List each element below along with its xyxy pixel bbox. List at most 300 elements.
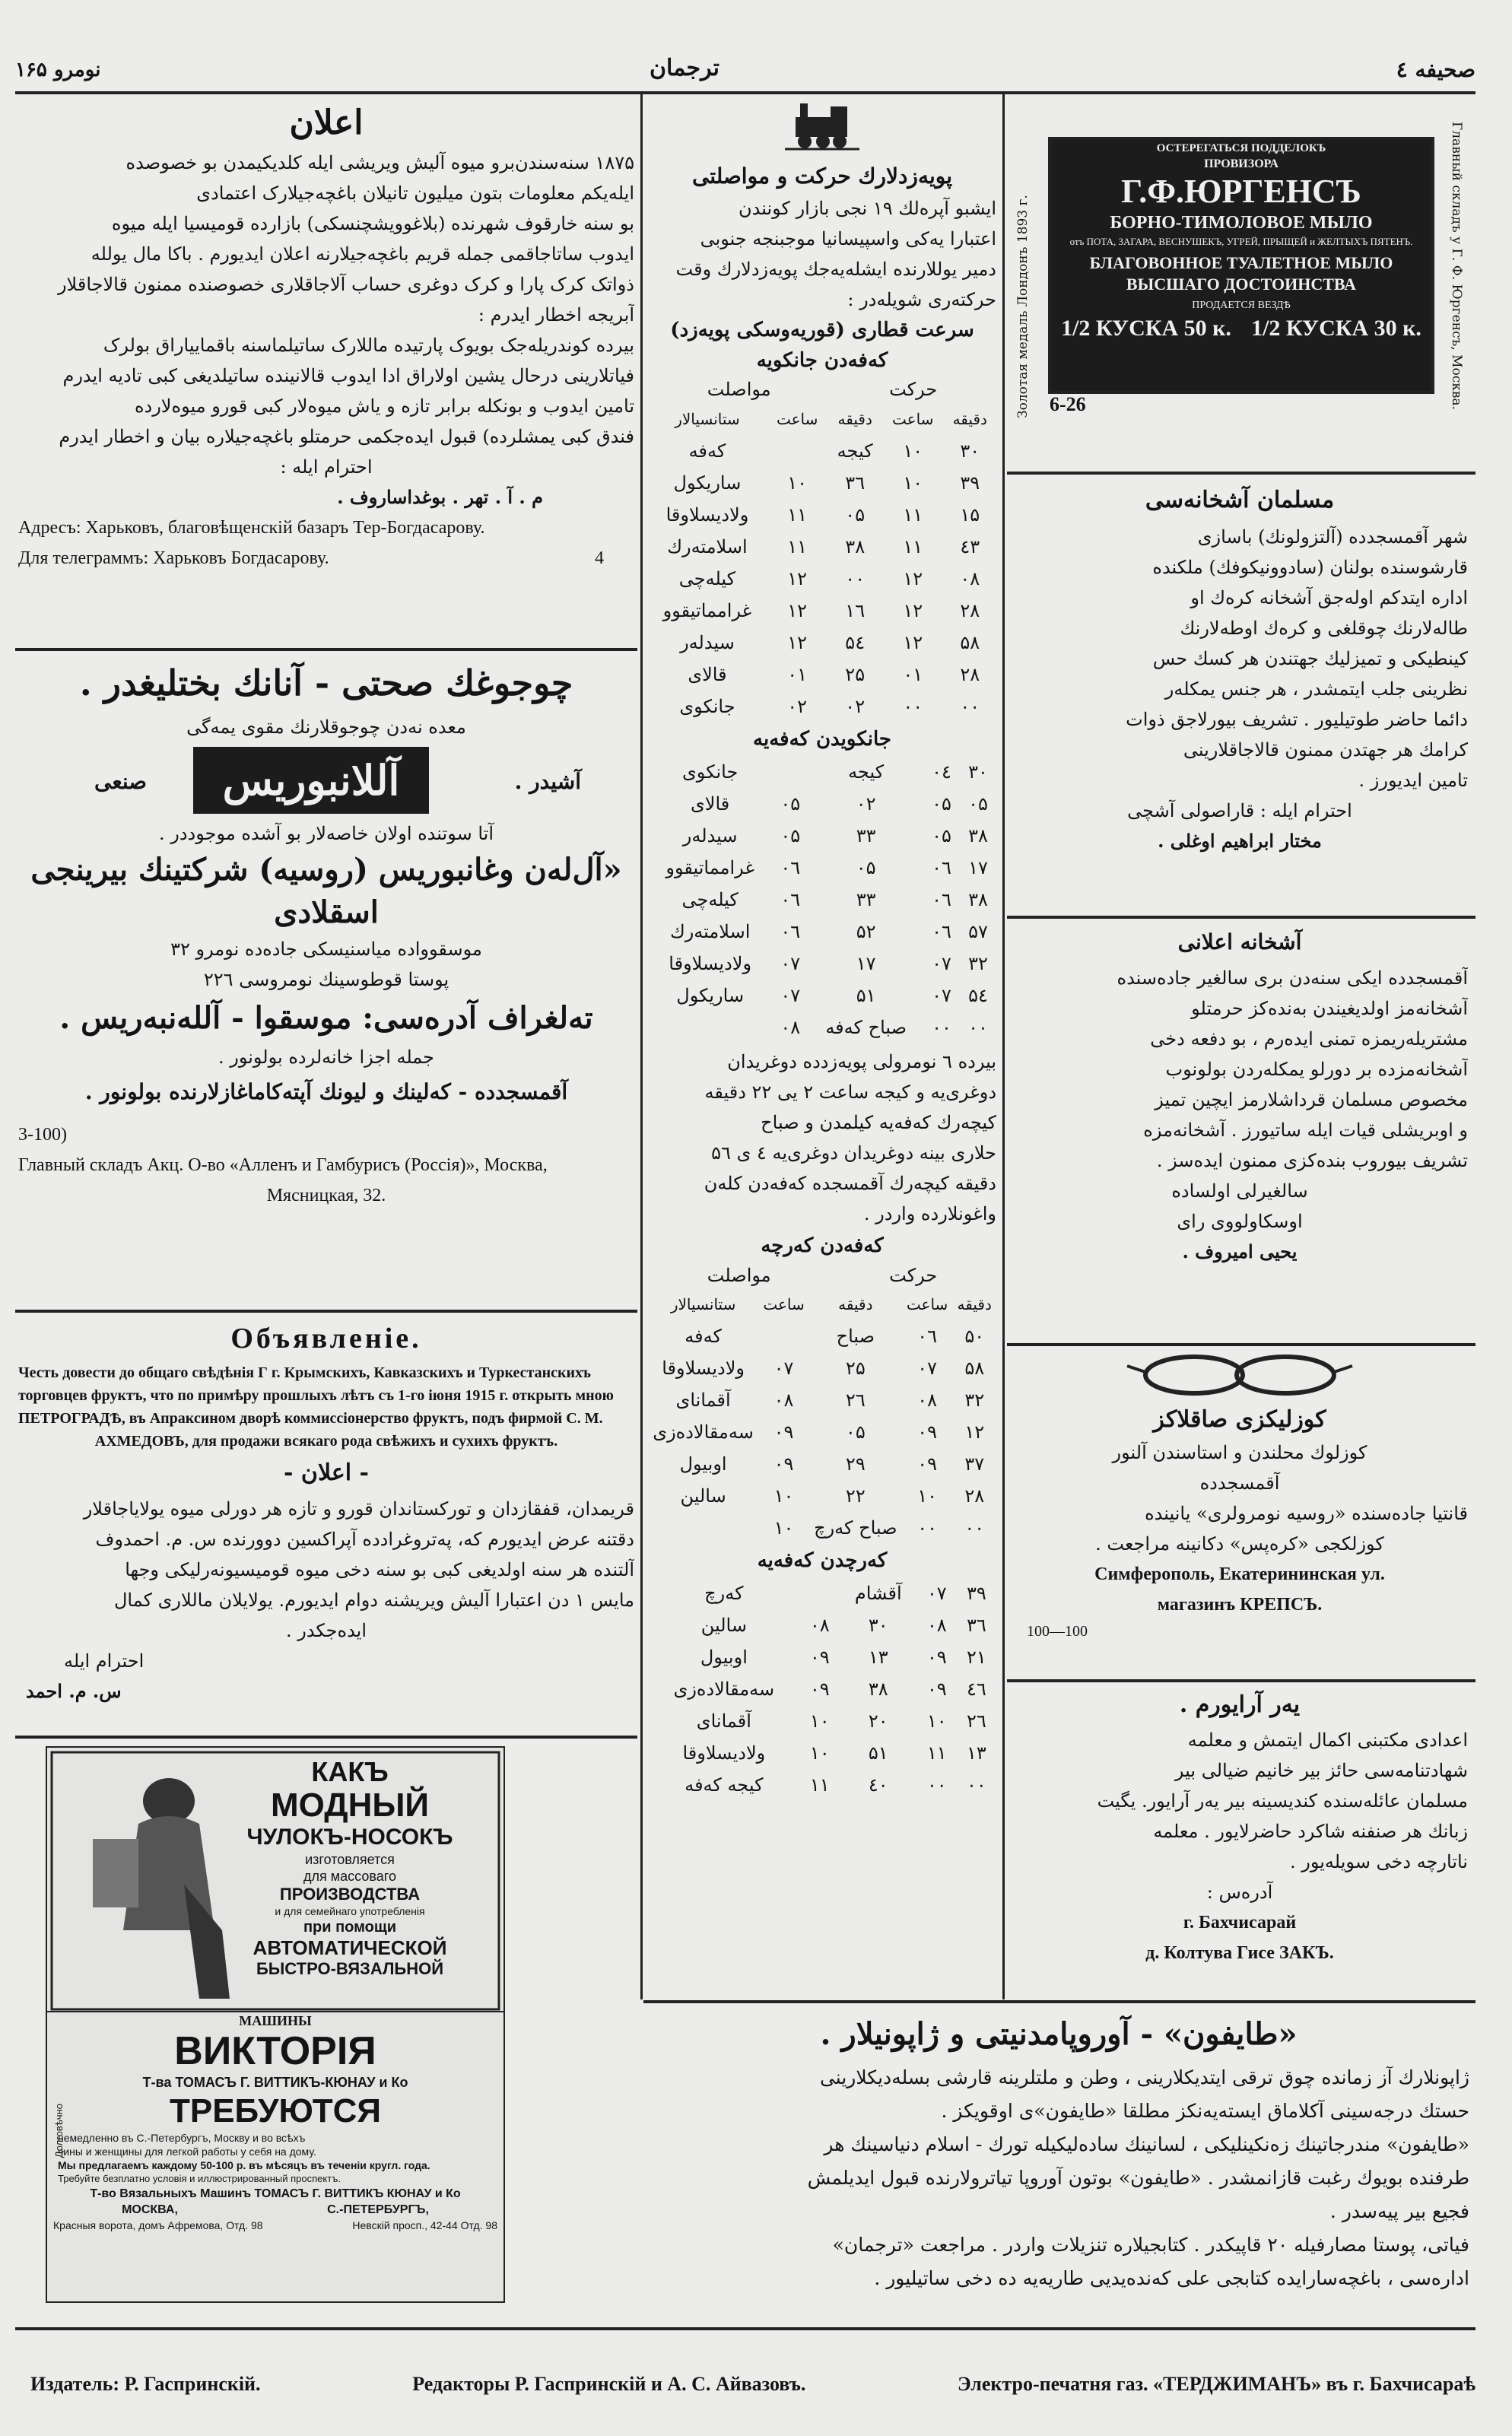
column-rule-left [640, 94, 643, 1999]
table-row [648, 627, 996, 659]
ann-line: ایله‌یکم معلومات بتون میلیون تانیلان باغچه‌جیلارک اعتمادی [196, 183, 634, 204]
train-note: واغونلاردە واردر . [863, 1203, 996, 1224]
allen-company: «آل‌له‌ن وغانبوریس (روسیه) شرکتینك بیرینجی اسقلادی [30, 852, 622, 930]
table-cell: ۰۸ [917, 1390, 937, 1411]
header-right [1202, 53, 1475, 87]
masthead-name: ترجمان [650, 55, 719, 81]
table-cell: غرامماتیقوو [665, 857, 754, 878]
train-note: بیرده ٦ نومرولی پویەزدده دوغریدان [727, 1051, 996, 1072]
ann-line: بو سنه خارقوف شهرنده (بلاغوویشچنسکی) بازارده قومیسیا ایله میوه [111, 213, 634, 234]
table-cell: ۰۸ [809, 1615, 830, 1636]
col-header: ستانسیالار [675, 410, 740, 428]
table-cell: کەفە [688, 440, 726, 462]
ashkhane-line: مشتریلەریمزە تمنی ایدەرم ، بو دفعه دخی [1150, 1028, 1468, 1050]
table-cell: ۱۰ [773, 1485, 794, 1507]
table-cell: کیجه [848, 761, 885, 783]
table-cell: ۵٤ [845, 632, 866, 653]
table-row [648, 1705, 996, 1737]
table-row [648, 1769, 996, 1801]
seeking-line: ناتارچه دخی سویله‌یور . [1290, 1851, 1468, 1872]
table-cell: ساریکول [673, 472, 742, 494]
table-cell: ۰۰ [967, 1774, 986, 1796]
table-cell: ۰۸ [780, 1017, 801, 1038]
ann-line: تامین ایدوب و بونکله برابر تازه و یاش میوه‌لار کبی قورو میوه‌لارده [134, 395, 634, 417]
victoria-brand: ВИКТОРІЯ [174, 2029, 376, 2073]
ann-line: آبریجه اخطار ایدرم : [478, 304, 634, 326]
section4-title: کەرچدن کەفەیە [757, 1549, 888, 1572]
table-cell: ۵۲ [856, 921, 876, 942]
table-cell: سالین [680, 1485, 726, 1507]
col-header: ستانسیالار [670, 1295, 736, 1313]
seeking-ru2: д. Колтува Гисе ЗАКЪ. [1145, 1943, 1334, 1963]
glasses-code: 100—100 [1027, 1623, 1088, 1640]
obyavl-tatar-signature: س. م. احمد [26, 1680, 122, 1702]
seeking-line: زبانك هر صنفنه شاکرد حاضرلایور . معلمه [1153, 1821, 1468, 1842]
ashkhane-line: و اوبریشلی قیات ایله ساتیورز . آشخانه‌مزه [1143, 1120, 1468, 1141]
ashkhane-line: اوسكاولووی رای [1177, 1211, 1303, 1232]
table-cell: ۱۱ [926, 1742, 947, 1764]
table-row [648, 499, 996, 531]
table-cell: اوبیول [700, 1647, 748, 1668]
table-cell: ۵۸ [964, 1358, 985, 1379]
table-row [648, 1320, 996, 1352]
table-cell: ۰۰ [960, 696, 980, 717]
victoria-line7: и для семейнаго употребленія [275, 1905, 425, 1917]
table-cell: ۳٦ [845, 472, 866, 494]
ashkhane-line: سالغیرلی اولساده [1171, 1180, 1308, 1202]
table-cell: غرامماتیقوو [662, 600, 752, 621]
obyavl-line: АХМЕДОВЪ, для продажи всякаго рода свѣжихъ и сухихъ фруктъ. [94, 1433, 558, 1450]
victoria-brand-area [61, 1985, 639, 2000]
muslim-line: قارشوسنده بولنان (سادوونیکوفك) ملکنده [1152, 557, 1468, 578]
allen-city: آقمسجدده - کەلینك و لیونك آپتەکاماغازلارنده بولونور . [84, 1079, 568, 1104]
muslim-signature: مختار ابراهیم اوغلی . [1158, 830, 1322, 852]
table-cell: ۳۰ [868, 1615, 888, 1636]
train-intro: دمیر یوللارنده ایشلەیەجك پویەزدلارك وقت [675, 259, 996, 280]
muslim-line: طالەلارنك چوقلغی و کرەك اوطەلارنك [1180, 618, 1468, 639]
soap-side-left: Золотая медаль Лондонъ 1893 г. [1015, 195, 1031, 418]
table-cell: ۳۰ [968, 761, 988, 783]
victoria-line3: ЧУЛОКЪ-НОСОКЪ [246, 1825, 453, 1850]
rule [1007, 472, 1475, 475]
seeking-ru1: г. Бахчисарай [1183, 1913, 1297, 1933]
victoria-side1: немедленно въ С.-Петербургъ, Москву и во всѣхъ [58, 2132, 306, 2144]
table-cell: ۰۵ [932, 825, 951, 846]
header-motion: حرکت [889, 1265, 938, 1286]
timetable-2 [648, 756, 996, 1043]
allen-addr1: موسقوواده میاسنیسکی جاده‌ده نومرو ۳۲ [170, 939, 482, 960]
ashkhane-line: آقمسجدده ایکی سنه‌دن بری سالغیر جاده‌سنده [1117, 967, 1468, 989]
header-motion: حرکت [889, 379, 938, 400]
table-cell: ۰۷ [773, 1358, 794, 1379]
allen-code: 3-100) [18, 1125, 67, 1145]
table-cell: جانکوی [682, 761, 739, 783]
glasses-line1: قانتیا جاده‌سنده «روسیه نومرولری» یانینده [1145, 1503, 1468, 1524]
muslim-line: تامین ایدیورز . [1358, 770, 1468, 791]
victoria-city2: С.-ПЕТЕРБУРГЪ, [327, 2203, 429, 2216]
footer-editors: Редакторы Р. Гаспринскій и А. С. Айвазовъ. [412, 2373, 806, 2395]
table-cell: کیلەچی [678, 568, 736, 589]
yurgens-soap-ad [1012, 114, 1468, 434]
tayfun-line: طرفنده بویوك رغبت قازانمشدر . «طایفون» بوتون آوروپا تیاترولارنده قبول ایدیلمش [807, 2167, 1469, 2189]
table-cell: ۰۰ [926, 1774, 947, 1796]
header-arrival: مواصلت [707, 379, 771, 400]
table-cell: ولادیسلاوقا [662, 1358, 745, 1379]
table-cell: ۲۵ [845, 1358, 866, 1379]
obyavl-line: Честь довести до общаго свѣдѣнія Г г. Крымскихъ, Кавказскихъ и Туркестанскихъ [18, 1364, 591, 1381]
allen-shops: جمله اجزا خانه‌لرده بولونور . [218, 1046, 435, 1068]
victoria-mashiny: МАШИНЫ [239, 2013, 312, 2028]
ann-line: فندق کبی یمشلرده) قبول ایده‌جکمی حرمتلو باغچه‌جیلاره بیان و اخطار ایدرم [59, 426, 634, 447]
table-cell: ۱۲ [903, 632, 923, 653]
allen-ru2: Мясницкая, 32. [266, 1186, 386, 1205]
table-cell: ۱۱ [809, 1774, 830, 1796]
footer-rule [15, 2327, 1475, 2330]
table-row [648, 884, 996, 916]
locomotive-icon [648, 99, 996, 160]
table-cell [800, 1577, 840, 1609]
table-cell: ۳۳ [856, 889, 876, 910]
table-cell: ۱۲ [787, 568, 808, 589]
col-header: دقیقه [837, 410, 872, 428]
table-cell: قالای [691, 793, 730, 815]
table-cell: آقشام [854, 1583, 902, 1604]
timetable-3 [648, 1288, 996, 1544]
table-cell: سیدلەر [682, 825, 738, 846]
table-row [648, 948, 996, 980]
table-cell: ۱۳ [967, 1742, 986, 1764]
table-cell: ۱۰ [809, 1710, 830, 1732]
victoria-city1: МОСКВА, [122, 2203, 178, 2216]
table-row [648, 1012, 996, 1043]
train-intro: اعتبارا یه‌کی واسپیسانیا موجبنجه جنوبی [700, 228, 996, 249]
table-cell [758, 1320, 809, 1352]
table-row [648, 1448, 996, 1480]
table-cell: ۱۱ [787, 504, 808, 526]
table-cell: کیلەچی [681, 889, 739, 910]
table-cell: ۰۸ [960, 568, 980, 589]
table-cell: سەمقالادەزی [673, 1679, 775, 1700]
soap-price-2: 1/2 КУСКА 30 к. [1251, 316, 1421, 341]
table-cell: ۰۹ [917, 1453, 937, 1475]
table-cell: سەمقالادەزی [653, 1421, 754, 1443]
allen-ru1: Главный складъ Акц. О-во «Алленъ и Гамбурисъ (Россія)», Москва, [18, 1155, 548, 1175]
table-cell: ۲۹ [845, 1453, 866, 1475]
ann-line: فیاتلارینی درحال یشین اولاراق ادا ایدوب قالانینده ساتیلدیغی کبی تادیه ایدرم [62, 365, 634, 386]
allen-telegraph: تەلغراف آدرەسی: موسقوا - آللەنبەریس . [59, 1000, 593, 1036]
table-cell: ٤٦ [967, 1679, 986, 1700]
obyavl-tatar-line: مایس ۱ دن اعتبارا آلیش ویریشنه دوام ایدیورم. یولایلان ماللاری کمال [113, 1590, 634, 1611]
header-arrival: مواصلت [707, 1265, 771, 1286]
ashkhane-line: آشخانه‌مزده بر دورلو یمکلەردن بولونوب [1165, 1059, 1468, 1080]
victoria-text [190, 1757, 510, 2008]
table-row [648, 1416, 996, 1448]
table-cell: ۰۰ [964, 1517, 985, 1539]
seeking-line: آدرەس : [1206, 1882, 1273, 1903]
table-cell: ۳٦ [967, 1615, 986, 1636]
glasses-ru1: Симферополь, Екатерининская ул. [1094, 1564, 1385, 1584]
tayfun-line: «طایفون» مندرجاتینك زه‌نکینلیکی ، لسانینك ساده‌لیکیله تورك - اسلام دنیاسینك هر [824, 2133, 1469, 2155]
allen-sub: معده نه‌دن چوجوقلارنك مقوی یمه‌گی [186, 716, 466, 738]
allen-line1: آتا سوتنده اولان خاصه‌لار بو آشده موجوددر . [158, 823, 494, 844]
table-cell: اسلامتەرك [669, 921, 751, 942]
muslim-line: اداره ایتدکم اوله‌جق آشخانه کرەك او [1190, 587, 1468, 608]
ann-telegram: Для телеграммъ: Харьковъ Богдасарову. [18, 548, 329, 568]
table-cell: ۳۸ [845, 536, 866, 557]
table-row [648, 1384, 996, 1416]
table-cell: ۲۸ [960, 664, 980, 685]
table-cell: ۱۱ [903, 536, 923, 557]
table-cell: ۰٦ [780, 921, 801, 942]
table-cell: ۰۷ [926, 1583, 947, 1604]
table-cell: ۱۱ [787, 536, 808, 557]
table-cell: سیدلەر [680, 632, 735, 653]
table-cell: ۳۰ [960, 440, 980, 462]
table-cell: ۳۸ [968, 889, 988, 910]
table-row [648, 659, 996, 691]
table-cell: ۰۵ [856, 857, 876, 878]
glasses-line2: کوزلکجی «کرەپس» دکانینه مراجعت . [1095, 1533, 1384, 1555]
muslim-line: نظرینی جلب ایتمشدر ، هر جنس یمکلەر [1164, 678, 1468, 700]
table-cell: ۲۸ [964, 1485, 985, 1507]
table-cell: آقمانای [696, 1710, 751, 1732]
table-cell: ۳۹ [967, 1583, 986, 1604]
seeking-position-ad [1012, 1685, 1468, 1990]
table-cell: ۱۰ [787, 472, 808, 494]
table-cell: ۰۵ [845, 504, 866, 526]
soap-against: отъ ПОТА, ЗАГАРА, ВЕСНУШЕКЪ, УГРЕЙ, ПРЫЩЕЙ и ЖЕЛТЫХЪ ПЯТЕНЪ. [1069, 236, 1413, 247]
table-cell: ۰۹ [809, 1679, 830, 1700]
soap-side-right: Главный складъ у Г. Ф. Юргенсъ, Москва. [1449, 122, 1464, 411]
table-cell: ۰٦ [932, 889, 951, 910]
table-cell: کیجه کەفە [685, 1774, 764, 1796]
col-header: دقیقه [838, 1295, 873, 1313]
table-cell: ۰۷ [917, 1358, 937, 1379]
table-cell: ۰۵ [780, 793, 801, 815]
header-rule [15, 91, 1475, 94]
victoria-line2: МОДНЫЙ [270, 1787, 430, 1824]
muslim-line: احترام ایله : قاراصولی آشچی [1127, 800, 1352, 821]
ann-telegram-number: 4 [595, 548, 604, 568]
table-cell: ۲٦ [845, 1390, 866, 1411]
table-cell: ۰۷ [932, 953, 951, 974]
timetable-1 [648, 403, 996, 723]
table-cell: ۲۵ [845, 664, 866, 685]
table-cell [767, 435, 828, 467]
table-cell: سالین [700, 1615, 747, 1636]
table-cell: ۰۲ [856, 793, 876, 815]
table-cell: جانکوی [679, 696, 735, 717]
table-cell: ۰۸ [773, 1390, 794, 1411]
table-cell: ۰۰ [932, 1017, 951, 1038]
table-cell: ٤۳ [960, 536, 980, 557]
table-cell: ۰۹ [926, 1647, 947, 1668]
table-row [648, 1480, 996, 1512]
table-cell: ۰٦ [932, 921, 951, 942]
table-row [648, 531, 996, 563]
soap-price-1: 1/2 КУСКА 50 к. [1061, 316, 1231, 341]
obyavl-tatar-line: ایده‌جکدر . [285, 1620, 367, 1641]
seeking-line: اعدادی مکتبنی اکمال ایتمش و معلمه [1187, 1729, 1468, 1751]
table-cell: ۱۰ [903, 440, 923, 462]
glasses-sub: کوزلوك محلندن و استاسندن آلنور [1112, 1442, 1367, 1463]
soap-top: ОСТЕРЕГАТЬСЯ ПОДДЕЛОКЪ [1156, 142, 1326, 154]
tayfun-line: اداره‌سی ، باغچه‌سارایده کتابجی علی کەنده‌یدیی طاریه‌یه ده دخی ساتیلیور . [874, 2267, 1469, 2289]
allen-left-word: صنعی [94, 769, 148, 794]
train-title: پویه‌زدلارك حرکت و مواصلتی [691, 164, 953, 189]
tayfun-line: فیاتی، پوستا مصارفیله ۲۰ قاپیکدر . کتابجیلاره تنزیلات واردر . مراجعت «ترجمان» [832, 2234, 1469, 2256]
victoria-side4: Требуйте безплатно условія и иллюстрированный проспектъ. [58, 2173, 341, 2184]
table-cell: ۰۰ [917, 1517, 937, 1539]
ann-line: بیرده کوندریله‌جک بویوک پارتیده ماللارک ساتیلماسنه باقماییاراق بولرک [103, 335, 634, 356]
ashkhane-line: تشریف بیوروب بندەکزی ممنون ایدەسز . [1156, 1150, 1468, 1171]
table-cell: ۰۸ [926, 1615, 947, 1636]
table-cell: ساریکول [676, 985, 745, 1006]
train-note: کیچەرك کەفەیە کیلمدن و صباح [761, 1112, 996, 1133]
tayfun-ad [648, 2008, 1469, 2320]
glasses-city: آقمسجدده [1199, 1472, 1280, 1494]
soap-product: БОРНО-ТИМОЛОВОЕ МЫЛО [1110, 213, 1373, 233]
glasses-ad [1012, 1349, 1468, 1676]
table-cell: ۳۳ [856, 825, 876, 846]
table-row [648, 1641, 996, 1673]
table-row [648, 595, 996, 627]
ashkhane-line: مخصوص مسلمان قرداشلارمز ایچین تمیز [1155, 1089, 1468, 1110]
section2-title: جانکویدن کەفەیە [753, 728, 891, 751]
table-cell: ۰۵ [845, 1421, 866, 1443]
table-cell: ۰٦ [780, 889, 801, 910]
table-cell: ۱۷ [856, 953, 876, 974]
table-cell: ۵۱ [856, 985, 876, 1006]
victoria-side2: чины и женщины для легкой работы у себя на дому. [58, 2145, 316, 2158]
table-cell: صباح کەفە [825, 1017, 907, 1038]
ann-line: ایدوب ساتاجاقمی جمله قریم باغچه‌جیلارنه اعلان ایدیورم . باکا مال یولله [91, 243, 634, 265]
ashkhane-line: آشخانه‌مز اولدیغیندن بەندەکز حرمتلو [1191, 998, 1468, 1019]
muslim-line: شهر آقمسجدده (آلتزولونك) باسازی [1197, 526, 1468, 548]
table-row [648, 980, 996, 1012]
tayfun-title: «طایفون» - آوروپامدنیتی و ژاپونیلار . [820, 2016, 1298, 2052]
section1-title: سرعت قطاری (قوریەوسكی پویەزد) کەفەدن جانکویە [670, 319, 974, 372]
table-cell: ۳۸ [968, 825, 988, 846]
table-cell [772, 756, 808, 788]
column-rule-right [1002, 94, 1005, 1999]
table-row [648, 467, 996, 499]
table-cell [648, 1512, 758, 1544]
table-cell: ۰٤ [932, 761, 951, 783]
col-header: ساعت [892, 410, 934, 428]
table-cell: ۲۲ [845, 1485, 866, 1507]
footer-publisher: Издатель: Р. Гаспринскій. [30, 2373, 261, 2395]
table-cell: ۱۲ [903, 568, 923, 589]
table-cell: ۰٦ [932, 857, 951, 878]
col-header: ساعت [776, 410, 818, 428]
table-row [648, 1352, 996, 1384]
section3-title: کەفەدن کەرچە [761, 1234, 884, 1257]
table-cell: ۰۰ [968, 1017, 988, 1038]
tayfun-line: فجیع بیر پیه‌سدر . [1329, 2200, 1469, 2222]
tayfun-line: حستك درجه‌سینی آکلاماق ایسته‌یه‌نکز مطلقا «طایفون»ی اوقویکز . [941, 2100, 1469, 2122]
ann-line: احترام ایله : [280, 456, 373, 478]
ashkhane-title: آشخانه اعلانی [1177, 929, 1302, 954]
table-row [648, 1609, 996, 1641]
seeking-line: مسلمان عائله‌سنده کندیسینه بیر یەر آرایور. یگیت [1097, 1790, 1468, 1812]
table-cell: ۰۱ [787, 664, 808, 685]
table-cell: ۰۷ [780, 953, 801, 974]
table-row [648, 820, 996, 852]
obyavl-tatar-line: احترام ایله [64, 1650, 145, 1672]
table-cell: ۰۲ [845, 696, 866, 717]
obyavl-title: Объявленіе. [230, 1323, 422, 1355]
table-cell: ۵۱ [868, 1742, 888, 1764]
spectacles-icon [1012, 1349, 1468, 1402]
train-note: حلاری بینه دوغریدان دوغری‌یه ٤ ی ۵٦ [711, 1142, 996, 1164]
muslim-canteen-ad [1012, 479, 1468, 913]
table-row [648, 1577, 996, 1609]
obyavl-tatar-title: - اعلان - [284, 1459, 369, 1486]
train-note: دوغری‌یه و کیجه ساعت ۲ یی ۲۲ دقیقه [704, 1081, 996, 1103]
table-cell: ۱۷ [968, 857, 988, 878]
table-cell: ۰۵ [780, 825, 801, 846]
table-cell: ۱٦ [845, 600, 866, 621]
issue-number: نومرو ۱۶۵ [15, 59, 101, 81]
allenburys-ad [18, 654, 634, 1308]
soap-quality: БЛАГОВОННОЕ ТУАЛЕТНОЕ МЫЛО ВЫСШАГО ДОСТОИНСТВА [1089, 253, 1393, 294]
akhmedov-ad [18, 1316, 634, 1726]
obyavl-tatar-line: آلتنده هر سنه اولدیغی کبی بو سنه دخی میوه قومیسیونه‌رلیکی وجها [125, 1559, 634, 1580]
obyavl-line: ПЕТРОГРАДѢ, въ Апраксином дворѣ коммиссіонерство фруктъ, подъ фирмой С. М. [18, 1410, 603, 1427]
table-cell: ۱۰ [926, 1710, 947, 1732]
announcement-title: اعلان [289, 103, 364, 142]
table-cell: ۰۱ [903, 664, 923, 685]
table-cell: ۰۹ [809, 1647, 830, 1668]
table-cell: ۱۱ [903, 504, 923, 526]
table-cell: اوبیول [679, 1453, 727, 1475]
table-cell: ۲۰ [868, 1710, 888, 1732]
table-cell: ۰۹ [773, 1421, 794, 1443]
victoria-line4: изготовляется [305, 1852, 395, 1867]
victoria-line6: ПРОИЗВОДСТВА [279, 1885, 421, 1904]
table-cell: ۱۰ [903, 472, 923, 494]
rule [15, 648, 637, 651]
table-row [648, 756, 996, 788]
table-cell: ولادیسلاوقا [682, 1742, 766, 1764]
victoria-firm: Т-ва ТОМАСЪ Г. ВИТТИКЪ-КЮНАУ и Ко [142, 2075, 408, 2090]
soap-name: Г.Ф.ЮРГЕНСЪ [1121, 173, 1361, 210]
table-row [648, 1737, 996, 1769]
col-header: دقیقه [952, 410, 987, 428]
victoria-line5: для массоваго [303, 1869, 396, 1884]
victoria-need: ТРЕБУЮТСЯ [169, 2092, 382, 2130]
table-cell: ۳۲ [964, 1390, 985, 1411]
table-row [648, 916, 996, 948]
table-cell: ٤۰ [868, 1774, 888, 1796]
seeking-title: یەر آرایورم . [1179, 1691, 1301, 1718]
ann-line: ۱۸۷۵ سنه‌سندن‌برو میوه آلیش ویریشی ایله کلدیکیمدن بو خصوصده [125, 152, 634, 173]
header-left [15, 53, 243, 87]
table-cell: ۲۸ [960, 600, 980, 621]
obyavl-line: торговцев фруктъ, что по примѣру прошлыхъ лѣтъ съ 1-го іюня 1915 г. открыть мною [18, 1387, 614, 1404]
table-cell: ۱۰ [917, 1485, 937, 1507]
glasses-ru2: магазинъ КРЕПСЪ. [1157, 1595, 1323, 1615]
soap-code: 6-26 [1050, 393, 1086, 415]
page-label: صحیفه ٤ [1396, 57, 1475, 82]
table-row [648, 1673, 996, 1705]
table-cell: ۳۲ [968, 953, 988, 974]
rule [1007, 1343, 1475, 1346]
table-row [648, 852, 996, 884]
table-row [648, 435, 996, 467]
soap-provizor: ПРОВИЗОРА [1204, 157, 1279, 170]
